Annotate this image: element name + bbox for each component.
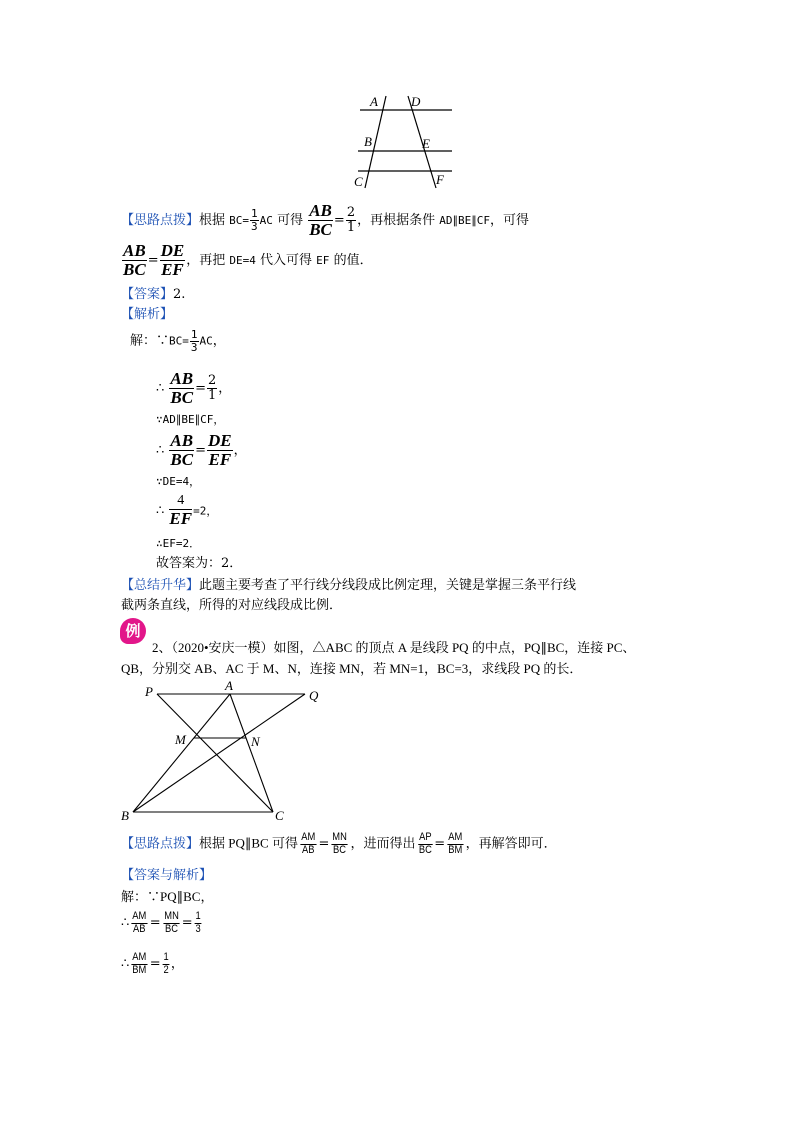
ex2-fraction-am-ab: $\frac{AM}{AB}$ bbox=[301, 831, 316, 856]
ex2-sol-fraction-am-ab: $\frac{AM}{AB}$ bbox=[132, 910, 147, 935]
ex2-line-1: 2、（2020•安庆一模）如图，△ABC 的顶点 A 是线段 PQ 的中点，PQ∥BC，连接 PC、 bbox=[152, 640, 636, 655]
ex2-sol-fraction-1-2: $\frac{1}{2}$ bbox=[163, 951, 169, 976]
hint-line-1: 【思路点拨】根据 BC= $\frac{1}{3}$ AC 可得 $\frac{AB}{BC}$ = $\frac{2}{1}$ ，再根据条件 AD∥BE∥CF，可得 bbox=[121, 201, 530, 239]
label-e: E bbox=[422, 136, 430, 151]
ex2-answer-tag-line bbox=[121, 868, 212, 884]
sol-fraction-ab-bc: $\frac{AB}{BC}$ bbox=[170, 369, 194, 407]
sol-step-7: ∴EF=2． bbox=[156, 537, 201, 550]
answer-line bbox=[121, 287, 185, 303]
segment-ac bbox=[230, 694, 273, 812]
sol-fraction-de-ef: $\frac{DE}{EF}$ bbox=[208, 431, 232, 469]
hint-text-b: 可得 bbox=[277, 212, 304, 228]
ex2-sol-2: ∴ $\frac{AM}{AB}$ = $\frac{MN}{BC}$ = $\frac{1}{3}$ bbox=[121, 910, 201, 935]
hint-condition: AD∥BE∥CF bbox=[439, 213, 490, 227]
fraction-ab-bc: $\frac{AB}{BC}$ bbox=[309, 201, 332, 239]
label-c: C bbox=[354, 174, 363, 189]
hint-line-2: $\frac{AB}{BC}$ = $\frac{DE}{EF}$ ，再把 DE=4 代入可得 EF 的值． bbox=[123, 241, 373, 279]
label-p: P bbox=[145, 684, 153, 699]
sol-step-4: ∴ $\frac{AB}{BC}$ = $\frac{DE}{EF}$ ， bbox=[156, 431, 247, 469]
ex2-hint-tag: 【思路点拨】 bbox=[121, 836, 200, 852]
hint-text-e: ，再把 bbox=[186, 252, 226, 268]
hint-ac: AC bbox=[259, 213, 273, 227]
sol-step-3: ∵AD∥BE∥CF， bbox=[156, 413, 225, 426]
sol-fraction-4-ef: $\frac{4}{EF}$ bbox=[169, 493, 193, 528]
label-f: F bbox=[436, 172, 444, 187]
example-badge: 例 bbox=[120, 618, 146, 644]
ex2-fraction-ap-bc: $\frac{AP}{BC}$ bbox=[418, 831, 432, 856]
answer-analysis-tag: 【答案与解析】 bbox=[121, 868, 213, 883]
summary-line-2 bbox=[121, 598, 342, 614]
fraction-two-one: $\frac{2}{1}$ bbox=[346, 205, 356, 235]
ex2-sol-fraction-am-bm: $\frac{AM}{BM}$ bbox=[132, 951, 147, 976]
hint-ef: EF bbox=[316, 253, 330, 267]
ex2-sol-fraction-mn-bc: $\frac{MN}{BC}$ bbox=[163, 910, 179, 935]
fraction-ab-bc-2: $\frac{AB}{BC}$ bbox=[123, 241, 146, 279]
label-a: A bbox=[370, 94, 378, 109]
hint-text-a: 根据 bbox=[199, 212, 226, 228]
sol-fraction-two-one: $\frac{2}{1}$ bbox=[208, 373, 217, 403]
triangle-figure bbox=[115, 678, 330, 823]
sol-fraction-ab-bc-2: $\frac{AB}{BC}$ bbox=[170, 431, 194, 469]
label-m: M bbox=[175, 732, 186, 747]
ex2-hint-line: 【思路点拨】根据 PQ∥BC 可得 $\frac{AM}{AB}$ = $\frac{MN}{BC}$ ，进而得出 $\frac{AP}{BC}$ = $\frac{AM}{BM}$ ，再解答即可． bbox=[121, 831, 557, 856]
summary-text-2: 截两条直线，所得的对应线段成比例． bbox=[121, 598, 343, 613]
ex2-sol-fraction-1-3: $\frac{1}{3}$ bbox=[195, 910, 201, 935]
analysis-tag-line bbox=[121, 307, 173, 323]
sol-step-6: ∴ $\frac{4}{EF}$ =2， bbox=[156, 493, 218, 528]
label-d: D bbox=[411, 94, 421, 109]
summary-line-1 bbox=[121, 578, 576, 594]
sol-fraction-one-third: $\frac{1}{3}$ bbox=[190, 328, 198, 354]
fraction-de-ef: $\frac{DE}{EF}$ bbox=[160, 241, 185, 279]
sol-step-1: 解：∵BC= $\frac{1}{3}$ AC， bbox=[130, 328, 226, 354]
hint-text-d: ，可得 bbox=[490, 212, 530, 228]
label-a2: A bbox=[225, 678, 233, 693]
ex2-sol-3: ∴ $\frac{AM}{BM}$ = $\frac{1}{2}$ ， bbox=[121, 951, 184, 976]
label-b: B bbox=[364, 134, 372, 149]
fraction-one-third: $\frac{1}{3}$ bbox=[251, 207, 258, 233]
label-b2: B bbox=[121, 808, 129, 823]
sol-step-2: ∴ $\frac{AB}{BC}$ = $\frac{2}{1}$ ， bbox=[156, 369, 232, 407]
ex2-fraction-am-bm: $\frac{AM}{BM}$ bbox=[448, 831, 463, 856]
sol-final: 故答案为：2． bbox=[156, 556, 243, 571]
hint-bc: BC= bbox=[229, 213, 250, 227]
hint-de4: DE=4 bbox=[229, 253, 256, 267]
answer-tag: 【答案】 bbox=[121, 287, 174, 302]
analysis-tag: 【解析】 bbox=[121, 307, 174, 322]
ex2-line-2: QB，分别交 AB、AC 于 M、N，连接 MN，若 MN=1，BC=3，求线段 PQ 的长． bbox=[121, 661, 583, 676]
hint-text-f: 代入可得 bbox=[260, 252, 313, 268]
answer-value: 2. bbox=[173, 287, 186, 302]
summary-tag: 【总结升华】 bbox=[121, 578, 200, 593]
parallel-lines-figure bbox=[340, 90, 460, 192]
hint-text-g: 的值． bbox=[333, 252, 373, 268]
summary-text-1: 此题主要考查了平行线分线段成比例定理，关键是掌握三条平行线 bbox=[199, 578, 577, 593]
sol-step-5: ∵DE=4， bbox=[156, 475, 201, 488]
label-c2: C bbox=[275, 808, 284, 823]
label-n: N bbox=[251, 734, 260, 749]
segment-qb bbox=[133, 694, 305, 812]
hint-tag: 【思路点拨】 bbox=[121, 212, 200, 228]
label-q: Q bbox=[309, 688, 319, 703]
ex2-sol-1: 解：∵PQ∥BC， bbox=[121, 889, 214, 904]
ex2-fraction-mn-bc: $\frac{MN}{BC}$ bbox=[332, 831, 348, 856]
hint-text-c: ，再根据条件 bbox=[357, 212, 436, 228]
